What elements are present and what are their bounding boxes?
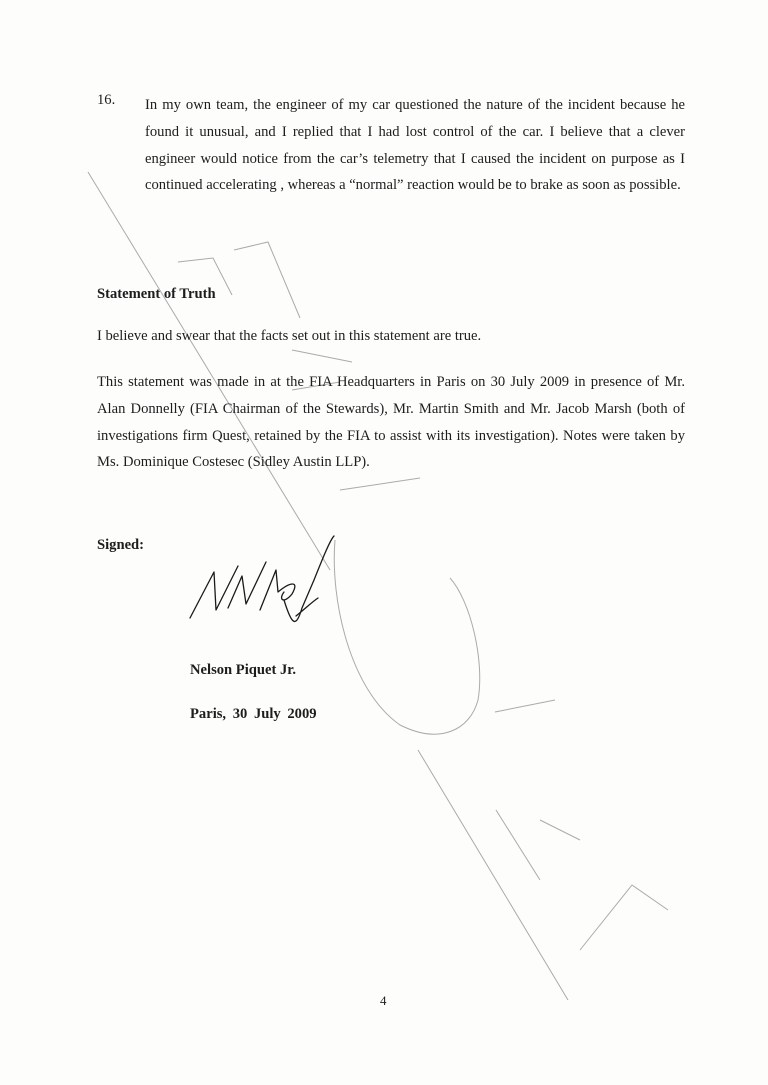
page-number: 4 bbox=[380, 993, 387, 1008]
handwritten-signature bbox=[180, 530, 350, 640]
signing-place-date: Paris, 30 July 2009 bbox=[190, 706, 317, 722]
statement-of-truth-heading: Statement of Truth bbox=[97, 286, 216, 302]
paragraph-number: 16. bbox=[97, 92, 116, 108]
signed-label: Signed: bbox=[97, 537, 145, 553]
signer-name: Nelson Piquet Jr. bbox=[190, 662, 297, 678]
paragraph-text: In my own team, the engineer of my car questioned the nature of the incident because he found it unusual, and I replied that I had lost control of the car. I believe that a clever engineer would notice from the car’s telemetry that I caused the incident on purpose as I continued accelerating , whereas a “normal” reaction would be to brake as soon as possible. bbox=[145, 97, 685, 194]
belief-statement: I believe and swear that the facts set out in this statement are true. bbox=[97, 328, 482, 344]
statement-made-paragraph: This statement was made in at the FIA Headquarters in Paris on 30 July 2009 in presence of Mr. Alan Donnelly (FIA Chairman of the Stewards), Mr. Martin Smith and Mr. Jacob Marsh (both of investigations firm Quest, retained by the FIA to assist with its investigation). Notes were taken by Ms. Dominique Costesec (Sidley Austin LLP). bbox=[97, 374, 685, 471]
paragraph-16 bbox=[97, 92, 685, 199]
